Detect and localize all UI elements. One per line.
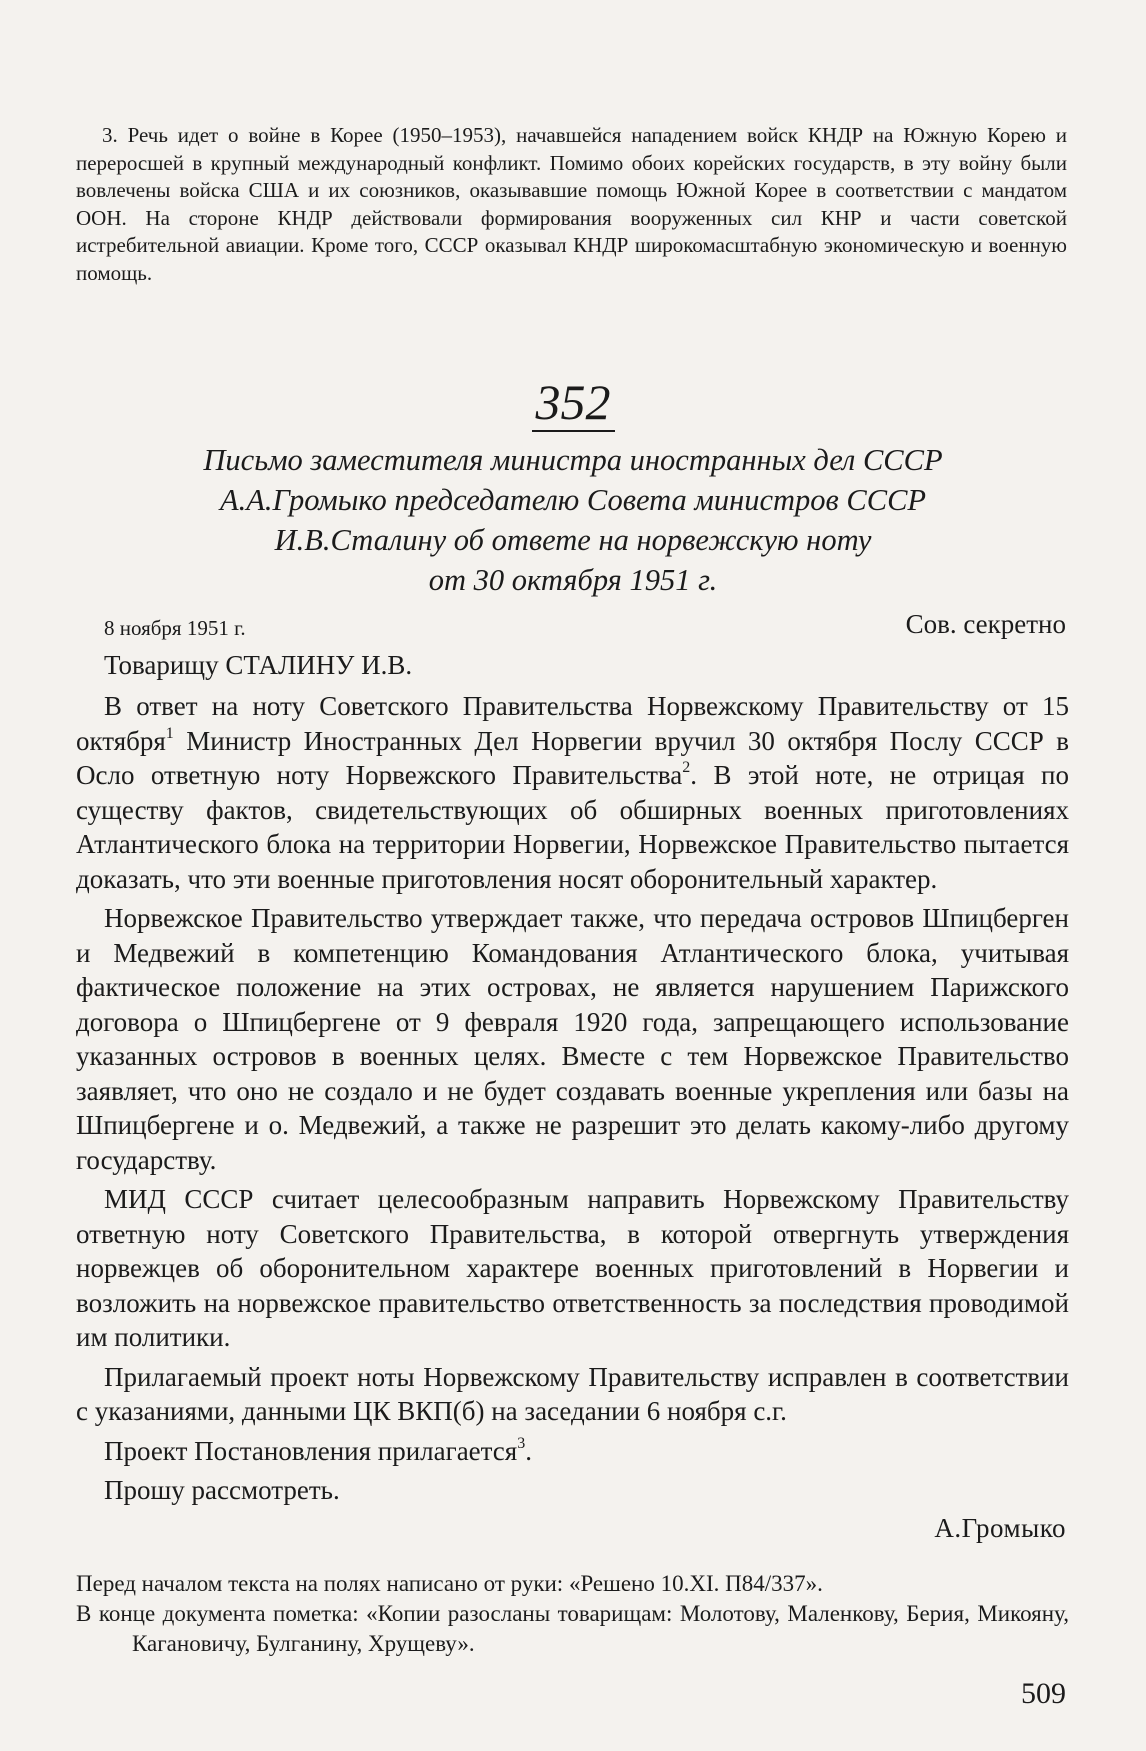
document-date: 8 ноября 1951 г.: [104, 616, 246, 640]
letter-body: [76, 689, 1069, 1508]
paragraph-5-part-b: .: [525, 1435, 532, 1466]
document-number: [0, 372, 1146, 432]
paragraph-1-part-c: . В этой ноте, не отрицая по существу фактов, свидетельствующих об обширных военных приготовлениях Атлантического блока на территории Норвегии, Норвежское Правительство пытается доказать, что эти военные приготовления носят оборонительный характер.: [76, 760, 1069, 894]
paragraph-4: Прилагаемый проект ноты Норвежскому Правительству исправлен в соответствии с указаниями, данными ЦК ВКП(б) на заседании 6 ноября с.г.: [76, 1361, 1069, 1426]
paragraph-1-part-a: В ответ на ноту Советского Правительства Норвежскому Правительству от 15 октября: [76, 691, 1069, 756]
footnote-ref-1: 1: [165, 724, 174, 742]
paragraph-5: [76, 1434, 1069, 1469]
footnote-ref-3: 3: [517, 1434, 526, 1452]
document-title-line-2: А.А.Громыко председателю Совета министров СССР: [219, 483, 927, 517]
paragraph-1: [76, 689, 1069, 896]
footnote-ref-2: 2: [682, 759, 691, 776]
footnote-korea: 3. Речь идет о войне в Корее (1950–1953), начавшейся нападением войск КНДР на Южную Корею и переросшей в крупный международный конфликт. Помимо обоих корейских государств, в эту войну были вовлечены войска США и их союзников, оказывавшие помощь Южной Корее в соответствии с мандатом ООН. На стороне КНДР действовали формирования вооруженных сил КНР и части советской истребительной авиации. Кроме того, СССР оказывал КНДР широкомасштабную экономическую и военную помощь.: [76, 123, 1067, 285]
page-number: 509: [1021, 1677, 1066, 1710]
document-title-line-1: Письмо заместителя министра иностранных дел СССР: [203, 443, 943, 477]
paragraph-3: МИД СССР считает целесообразным направить Норвежскому Правительству ответную ноту Советского Правительства, в которой отвергнуть утверждения норвежцев об оборонительном характере военных приготовлений в Норвегии и возложить на норвежское правительство ответственность за последствия проводимой им политики.: [76, 1184, 1069, 1352]
document-title: [76, 440, 1070, 600]
document-number-text: 352: [532, 374, 615, 432]
signature: А.Громыко: [934, 1513, 1066, 1543]
archival-note-1: Перед началом текста на полях написано от руки: «Решено 10.XI. П84/337».: [76, 1571, 823, 1596]
paragraph-1-part-b: Министр Иностранных Дел Норвегии вручил 30 октября Послу СССР в Осло ответную ноту Норвежского Правительства: [76, 725, 1069, 790]
paragraph-2: Норвежское Правительство утверждает также, что передача островов Шпицберген и Медвежий в компетенцию Командования Атлантического блока, учитывая фактическое положение на этих островах, не является нарушением Парижского договора о Шпицбергене от 9 февраля 1920 года, запрещающего использование указанных островов в военных целях. Вместе с тем Норвежское Правительство заявляет, что оно не создало и не будет создавать военные укрепления или базы на Шпицбергене и о. Медвежий, а также не разрешит это делать какому-либо другому государству.: [76, 903, 1069, 1175]
document-title-line-4: от 30 октября 1951 г.: [428, 563, 718, 597]
paragraph-5-part-a: Проект Постановления прилагается: [104, 1435, 518, 1466]
document-title-line-3: И.В.Сталину об ответе на норвежскую ноту: [274, 523, 872, 557]
addressee: Товарищу СТАЛИНУ И.В.: [104, 650, 413, 680]
archival-note-2: В конце документа пометка: «Копии разосланы товарищам: Молотову, Маленкову, Берия, Микояну, Кагановичу, Булганину, Хрущеву».: [76, 1601, 1069, 1656]
archival-notes: [76, 1569, 1069, 1659]
secrecy-mark: Сов. секретно: [905, 609, 1066, 639]
paragraph-6: Прошу рассмотреть.: [104, 1475, 340, 1505]
